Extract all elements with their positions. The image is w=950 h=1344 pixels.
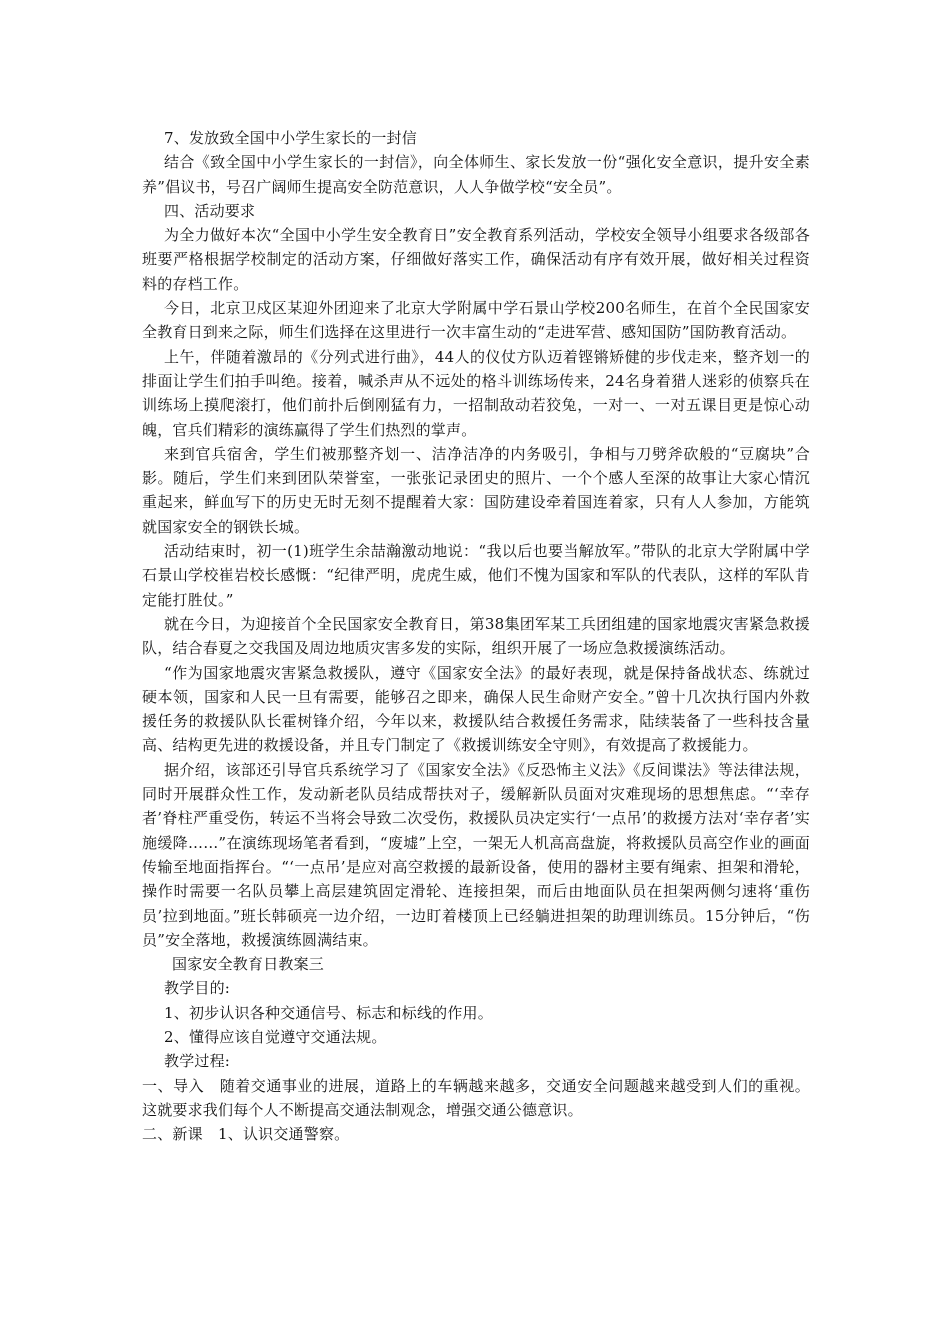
heading-teaching-goals: 教学目的: xyxy=(164,979,231,998)
paragraph-rescue-team: 就在今日，为迎接首个全民国家安全教育日，第38集团军某工兵团组建的国家地震灾害紧急救援队，结合春夏之交我国及周边地质灾害多发的实际，组织开展了一场应急救援演练活动。 xyxy=(142,614,810,658)
paragraph-new-lesson: 二、新课 1、认识交通警察。 xyxy=(142,1125,350,1144)
heading-lesson-plan-three: 国家安全教育日教案三 xyxy=(172,955,325,974)
paragraph-rescue-quote: “作为国家地震灾害紧急救援队，遵守《国家安全法》的最好表现，就是保持备战状态、练就过硬本领，国家和人民一旦有需要，能够召之即来，确保人民生命财产安全。”曾十几次执行国内外救援任务的救援队队长霍树锋介绍，今年以来，救援队结合救援任务需求，陆续装备了一些科技含量高、结构更先进的救援设备，并且专门制定了《救援训练安全守则》，有效提高了救援能力。 xyxy=(142,663,810,755)
list-item-goal-1: 1、初步认识各种交通信号、标志和标线的作用。 xyxy=(164,1003,493,1022)
paragraph-item-7-letter-heading: 7、发放致全国中小学生家长的一封信 xyxy=(164,129,417,147)
paragraph-school-visit: 今日，北京卫戍区某迎外团迎来了北京大学附属中学石景山学校200名师生，在首个全民国家安全教育日到来之际，师生们选择在这里进行一次丰富生动的“走进军营、感知国防”国防教育活动。 xyxy=(142,299,810,342)
paragraph-requirements: 为全力做好本次“全国中小学生安全教育日”安全教育系列活动，学校安全领导小组要求各级部各班要严格根据学校制定的活动方案，仔细做好落实工作，确保活动有序有效开展，做好相关过程资料的存档工作。 xyxy=(142,226,810,293)
paragraph-introduction: 一、导入 随着交通事业的进展，道路上的车辆越来越多，交通安全问题越来越受到人们的重视。这就要求我们每个人不断提高交通法制观念，增强交通公德意识。 xyxy=(142,1076,810,1119)
heading-teaching-process: 教学过程: xyxy=(164,1052,231,1071)
paragraph-morning-drill: 上午，伴随着激昂的《分列式进行曲》，44人的仪仗方队迈着铿锵矫健的步伐走来，整齐划一的排面让学生们拍手叫绝。接着，喊杀声从不远处的格斗训练场传来，24名身着猎人迷彩的侦察兵在训练场上摸爬滚打，他们前扑后倒刚猛有力，一招制敌动若狡兔，一对一、一对五课目更是惊心动魄，官兵们精彩的演练赢得了学生们热烈的掌声。 xyxy=(142,347,810,439)
paragraph-activity-end: 活动结束时，初一(1)班学生余喆瀚激动地说：“我以后也要当解放军。”带队的北京大学附属中学石景山学校崔岩校长感慨：“纪律严明，虎虎生威，他们不愧为国家和军队的代表队，这样的军队肯定能打胜仗。” xyxy=(142,542,810,609)
list-item-goal-2: 2、懂得应该自觉遵守交通法规。 xyxy=(164,1027,387,1046)
paragraph-barracks-visit: 来到官兵宿舍，学生们被那整齐划一、洁净洁净的内务吸引，争相与刀劈斧砍般的“豆腐块”合影。随后，学生们来到团队荣誉室，一张张记录团史的照片、一个个感人至深的故事让大家心情沉重起来，鲜血写下的历史无时无刻不提醒着大家：国防建设牵着国连着家，只有人人参加，方能筑就国家安全的钢铁长城。 xyxy=(142,444,810,536)
section-heading-activity-requirements: 四、活动要求 xyxy=(164,201,256,220)
paragraph-rescue-drill: 据介绍，该部还引导官兵系统学习了《国家安全法》《反恐怖主义法》《反间谍法》等法律法规，同时开展群众性工作，发动新老队员结成帮扶对子，缓解新队员面对灾难现场的思想焦虑。“‘幸存者’脊柱严重受伤，转运不当将会导致二次受伤，救援队员决定实行‘一点吊’的救援方法对‘幸存者’实施缓降……”在演练现场笔者看到，“废墟”上空，一架无人机高高盘旋，将救援队员高空作业的画面传输至地面指挥台。“‘一点吊’是应对高空救援的最新设备，使用的器材主要有绳索、担架和滑轮，操作时需要一名队员攀上高层建筑固定滑轮、连接担架，而后由地面队员在担架两侧匀速将‘重伤员’拉到地面。”班长韩硕亮一边介绍，一边盯着楼顶上已经躺进担架的助理训练员。15分钟后，“伤员”安全落地，救援演练圆满结束。 xyxy=(142,760,810,949)
document-body xyxy=(142,126,810,1146)
paragraph-letter-initiative: 结合《致全国中小学生家长的一封信》，向全体师生、家长发放一份“强化安全意识，提升安全素养”倡议书，号召广阔师生提高安全防范意识，人人争做学校“安全员”。 xyxy=(142,153,810,196)
